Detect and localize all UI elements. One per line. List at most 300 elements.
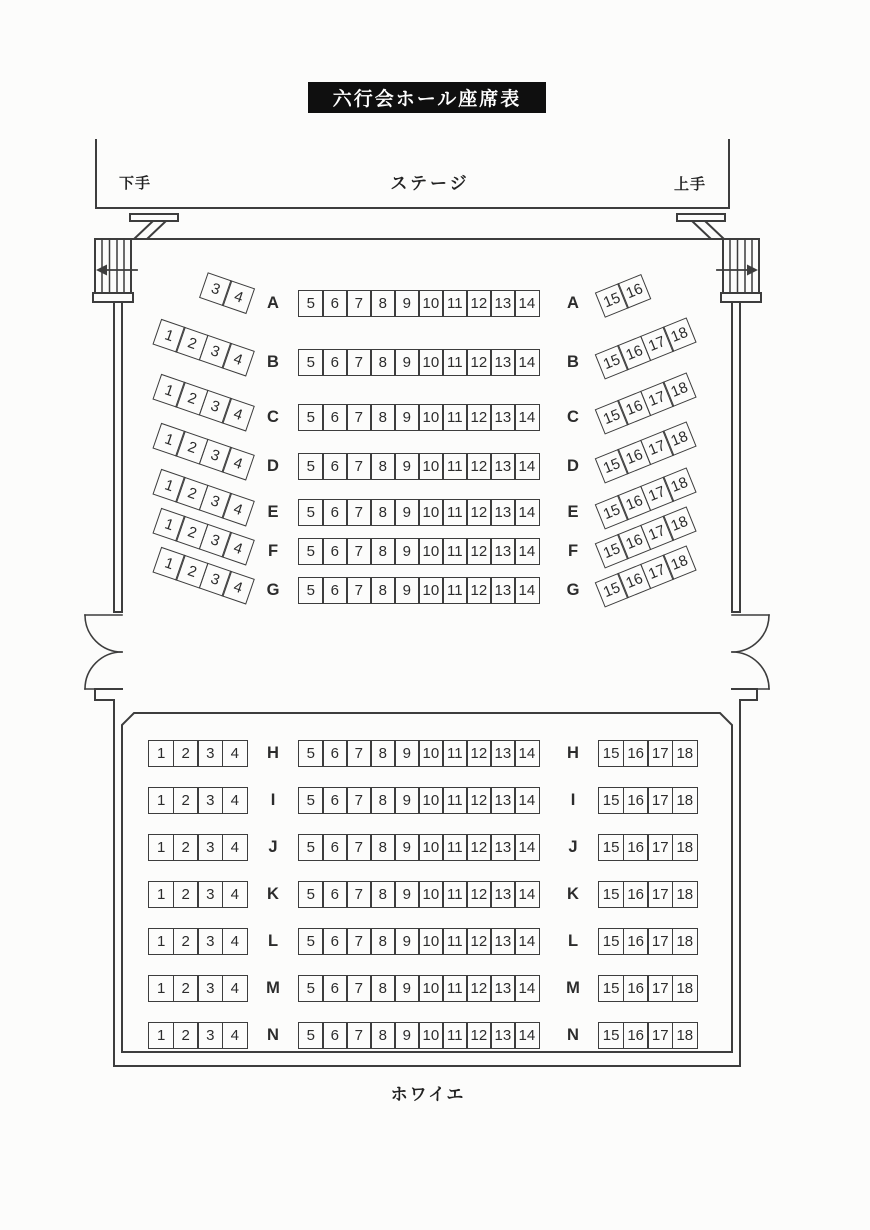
seat: 2 [175, 554, 208, 588]
seat: 8 [370, 538, 396, 565]
seat-block-left [148, 787, 253, 814]
seat: 16 [623, 787, 649, 814]
seat: 1 [152, 546, 185, 580]
row-letter: D [267, 456, 279, 475]
seat: 15 [598, 787, 624, 814]
seat: 1 [152, 507, 185, 541]
seat: 8 [370, 499, 396, 526]
seat-block-center [298, 577, 555, 604]
seat: 5 [298, 577, 324, 604]
seat: 5 [298, 740, 324, 767]
seat: 16 [617, 485, 651, 520]
seat: 3 [197, 1022, 223, 1049]
seat: 14 [514, 349, 540, 376]
seat: 15 [595, 448, 629, 483]
seat: 3 [198, 438, 231, 472]
seat: 7 [346, 881, 372, 908]
seat: 9 [394, 1022, 420, 1049]
seat: 17 [640, 476, 674, 511]
row-letter: G [266, 580, 280, 599]
seat: 2 [173, 834, 199, 861]
seat-block-right-tilted [595, 315, 702, 379]
seat: 14 [514, 787, 540, 814]
seat: 11 [442, 290, 468, 317]
seat-block-center [298, 928, 555, 955]
row-letter: K [267, 884, 279, 903]
seat: 11 [442, 881, 468, 908]
seat: 14 [514, 834, 540, 861]
seat-block-left [148, 975, 253, 1002]
seat: 15 [595, 344, 629, 379]
seat: 13 [490, 975, 516, 1002]
seat: 5 [298, 1022, 324, 1049]
seat: 13 [490, 404, 516, 431]
seat: 5 [298, 834, 324, 861]
seat: 14 [514, 290, 540, 317]
seat: 18 [672, 740, 698, 767]
row-letter: E [567, 502, 579, 521]
seat-block-right [598, 975, 703, 1002]
seat: 7 [346, 975, 372, 1002]
row-letter: F [267, 541, 279, 560]
seat: 12 [466, 499, 492, 526]
seat: 18 [672, 1022, 698, 1049]
row-letter: B [567, 352, 579, 371]
seat-block-center [298, 453, 555, 480]
seat: 9 [394, 577, 420, 604]
seat: 14 [514, 404, 540, 431]
seat: 4 [221, 492, 254, 526]
seat: 2 [173, 1022, 199, 1049]
seat: 8 [370, 740, 396, 767]
seat: 14 [514, 577, 540, 604]
seat: 15 [598, 740, 624, 767]
seat: 4 [222, 881, 248, 908]
seat: 12 [466, 577, 492, 604]
seat: 18 [662, 506, 696, 541]
seat: 3 [198, 484, 231, 518]
seat: 15 [598, 975, 624, 1002]
row-letter: I [270, 790, 276, 809]
seat: 8 [370, 290, 396, 317]
seat: 5 [298, 349, 324, 376]
row-letter: C [267, 407, 279, 426]
seat: 1 [148, 1022, 174, 1049]
seat: 17 [640, 554, 674, 589]
seat: 16 [623, 740, 649, 767]
seat: 18 [662, 467, 696, 502]
seat: 14 [514, 499, 540, 526]
seat: 16 [623, 881, 649, 908]
seat-block-left [148, 740, 253, 767]
row-letter: M [266, 978, 280, 997]
seat: 17 [640, 515, 674, 550]
seat-block-center [298, 975, 555, 1002]
seat-block-center [298, 290, 555, 317]
seat: 4 [222, 834, 248, 861]
foyer-label: ホワイエ [390, 1084, 466, 1104]
seat: 8 [370, 834, 396, 861]
row-letter: F [567, 541, 579, 560]
seat: 17 [647, 1022, 673, 1049]
seat: 3 [199, 272, 232, 306]
seat: 18 [672, 975, 698, 1002]
row-letter: J [568, 837, 578, 856]
seat: 15 [595, 399, 629, 434]
seat: 10 [418, 577, 444, 604]
seat: 1 [148, 787, 174, 814]
seat: 17 [647, 928, 673, 955]
row-letter: H [567, 743, 579, 762]
seat-block-center [298, 538, 555, 565]
seat-block-center [298, 1022, 555, 1049]
seat: 11 [442, 349, 468, 376]
seat: 6 [322, 834, 348, 861]
seat: 10 [418, 928, 444, 955]
seat: 6 [322, 787, 348, 814]
seat: 11 [442, 404, 468, 431]
seat: 15 [595, 282, 629, 317]
seat: 15 [598, 1022, 624, 1049]
seat: 10 [418, 975, 444, 1002]
seat: 9 [394, 290, 420, 317]
seat: 4 [222, 1022, 248, 1049]
seat: 17 [647, 740, 673, 767]
seat: 5 [298, 290, 324, 317]
seat: 16 [617, 273, 651, 308]
seat: 11 [442, 787, 468, 814]
seat: 7 [346, 1022, 372, 1049]
seat: 9 [394, 834, 420, 861]
seat: 3 [198, 523, 231, 557]
seat: 13 [490, 881, 516, 908]
seat: 9 [394, 538, 420, 565]
seat: 13 [490, 577, 516, 604]
row-letter: C [567, 407, 579, 426]
seat: 12 [466, 453, 492, 480]
row-letter: D [567, 456, 579, 475]
seat: 13 [490, 453, 516, 480]
seat: 12 [466, 290, 492, 317]
seat-block-right-tilted [595, 273, 653, 318]
seat-block-left-tilted [152, 318, 259, 377]
row-letter: G [566, 580, 580, 599]
seat: 8 [370, 404, 396, 431]
seat-block-center [298, 834, 555, 861]
seat: 5 [298, 787, 324, 814]
seat: 16 [617, 439, 651, 474]
seat: 7 [346, 499, 372, 526]
row-letter: J [268, 837, 278, 856]
seat: 7 [346, 834, 372, 861]
seat: 12 [466, 1022, 492, 1049]
seat: 13 [490, 290, 516, 317]
seat: 17 [640, 430, 674, 465]
seat: 10 [418, 499, 444, 526]
seat: 10 [418, 538, 444, 565]
seat: 5 [298, 499, 324, 526]
seat: 14 [514, 1022, 540, 1049]
seat: 6 [322, 499, 348, 526]
seat-block-right [598, 928, 703, 955]
seat: 1 [148, 975, 174, 1002]
seat: 14 [514, 881, 540, 908]
seat: 4 [222, 280, 255, 314]
seat: 12 [466, 975, 492, 1002]
seat: 4 [221, 570, 254, 604]
seat: 4 [222, 740, 248, 767]
seat: 2 [175, 515, 208, 549]
seat-block-left [148, 834, 253, 861]
seat: 18 [672, 881, 698, 908]
seat: 10 [418, 740, 444, 767]
row-letter: B [267, 352, 279, 371]
seat: 5 [298, 453, 324, 480]
seat: 6 [322, 538, 348, 565]
seat: 8 [370, 787, 396, 814]
stage-right-label: 上手 [673, 175, 706, 193]
seat: 5 [298, 881, 324, 908]
seat: 3 [197, 787, 223, 814]
row-letter: A [567, 293, 579, 312]
seat: 14 [514, 975, 540, 1002]
seat: 10 [418, 1022, 444, 1049]
seat: 16 [623, 928, 649, 955]
seat: 10 [418, 404, 444, 431]
seat: 13 [490, 834, 516, 861]
seat: 2 [175, 326, 208, 360]
seat: 3 [197, 881, 223, 908]
seat: 2 [173, 928, 199, 955]
seat: 11 [442, 740, 468, 767]
seat-block-center [298, 787, 555, 814]
seat: 2 [173, 740, 199, 767]
seat: 14 [514, 538, 540, 565]
seat: 2 [173, 975, 199, 1002]
seat: 7 [346, 787, 372, 814]
seat: 4 [221, 342, 254, 376]
seat: 18 [662, 545, 696, 580]
seat: 8 [370, 1022, 396, 1049]
seat: 18 [662, 317, 696, 352]
seat: 17 [640, 326, 674, 361]
seat: 14 [514, 740, 540, 767]
seat: 6 [322, 881, 348, 908]
seat: 14 [514, 453, 540, 480]
seat: 18 [672, 834, 698, 861]
stage-left-label: 下手 [118, 174, 151, 192]
row-letter: E [267, 502, 279, 521]
seat: 15 [595, 494, 629, 529]
seat-block-center [298, 881, 555, 908]
seat: 3 [197, 834, 223, 861]
seat: 5 [298, 538, 324, 565]
seat: 7 [346, 404, 372, 431]
seat: 11 [442, 834, 468, 861]
seat: 17 [647, 787, 673, 814]
seat: 5 [298, 928, 324, 955]
seat: 12 [466, 740, 492, 767]
seat: 12 [466, 404, 492, 431]
seat: 11 [442, 975, 468, 1002]
seat: 9 [394, 499, 420, 526]
seat: 6 [322, 290, 348, 317]
seat: 10 [418, 787, 444, 814]
row-letter: A [267, 293, 279, 312]
seat: 7 [346, 349, 372, 376]
seat: 1 [148, 834, 174, 861]
seat-block-right [598, 881, 703, 908]
seat: 13 [490, 787, 516, 814]
seat: 13 [490, 1022, 516, 1049]
seat: 11 [442, 1022, 468, 1049]
seat: 6 [322, 453, 348, 480]
seat: 9 [394, 453, 420, 480]
seat: 2 [175, 381, 208, 415]
seat: 10 [418, 453, 444, 480]
seat: 3 [197, 928, 223, 955]
seat-block-right [598, 740, 703, 767]
seat: 12 [466, 881, 492, 908]
seat: 3 [198, 334, 231, 368]
seat: 9 [394, 881, 420, 908]
seat-block-left-tilted [152, 373, 259, 432]
seat: 12 [466, 787, 492, 814]
seat: 1 [148, 740, 174, 767]
seat: 16 [617, 335, 651, 370]
seat: 8 [370, 349, 396, 376]
seat: 17 [647, 834, 673, 861]
seat-block-center [298, 740, 555, 767]
seat: 4 [221, 446, 254, 480]
seat: 11 [442, 577, 468, 604]
page-title: 六行会ホール座席表 [332, 89, 522, 110]
seat: 16 [617, 390, 651, 425]
seat: 4 [221, 531, 254, 565]
seat: 15 [595, 533, 629, 568]
seat-block-left [148, 1022, 253, 1049]
seat: 4 [222, 928, 248, 955]
row-letter: N [567, 1025, 579, 1044]
seat: 7 [346, 290, 372, 317]
row-letter: M [566, 978, 580, 997]
row-letter: I [570, 790, 576, 809]
seat: 6 [322, 349, 348, 376]
seat: 17 [640, 381, 674, 416]
seat: 6 [322, 740, 348, 767]
row-letter: L [267, 931, 279, 950]
seat: 7 [346, 740, 372, 767]
seat: 9 [394, 404, 420, 431]
seat-block-right [598, 787, 703, 814]
seat: 2 [175, 476, 208, 510]
seat: 16 [623, 1022, 649, 1049]
seat: 10 [418, 290, 444, 317]
seat: 18 [672, 928, 698, 955]
seat: 7 [346, 453, 372, 480]
seat: 17 [647, 881, 673, 908]
seat: 2 [175, 430, 208, 464]
seat: 10 [418, 881, 444, 908]
seat: 8 [370, 881, 396, 908]
seat: 1 [148, 928, 174, 955]
seat: 5 [298, 975, 324, 1002]
seat: 16 [617, 524, 651, 559]
seat: 12 [466, 928, 492, 955]
seat: 3 [197, 975, 223, 1002]
seat-block-right [598, 834, 703, 861]
seat: 13 [490, 499, 516, 526]
seat: 1 [152, 318, 185, 352]
seat-block-left [148, 881, 253, 908]
seat: 6 [322, 577, 348, 604]
row-letter: L [567, 931, 579, 950]
seat: 13 [490, 740, 516, 767]
seat: 12 [466, 349, 492, 376]
seat: 3 [198, 389, 231, 423]
seat: 7 [346, 928, 372, 955]
seat: 16 [617, 563, 651, 598]
seat: 1 [152, 373, 185, 407]
seat: 11 [442, 538, 468, 565]
seat-block-left [148, 928, 253, 955]
seat-block-left-tilted [199, 272, 257, 314]
seat: 14 [514, 928, 540, 955]
seat: 5 [298, 404, 324, 431]
seat-block-center [298, 404, 555, 431]
seat: 18 [672, 787, 698, 814]
seat: 15 [598, 881, 624, 908]
seat: 6 [322, 404, 348, 431]
seat: 13 [490, 928, 516, 955]
seat: 9 [394, 740, 420, 767]
seat-block-right [598, 1022, 703, 1049]
seat: 8 [370, 975, 396, 1002]
row-letter: H [267, 743, 279, 762]
seat: 16 [623, 834, 649, 861]
seat: 11 [442, 453, 468, 480]
seat: 9 [394, 349, 420, 376]
seat: 7 [346, 538, 372, 565]
seat: 10 [418, 349, 444, 376]
seat: 3 [197, 740, 223, 767]
seat: 4 [222, 787, 248, 814]
seat: 12 [466, 834, 492, 861]
seat: 6 [322, 1022, 348, 1049]
seat: 1 [152, 468, 185, 502]
seat: 10 [418, 834, 444, 861]
seat: 4 [221, 397, 254, 431]
seat: 17 [647, 975, 673, 1002]
seat: 8 [370, 928, 396, 955]
seat: 6 [322, 975, 348, 1002]
row-letter: N [267, 1025, 279, 1044]
seat-block-center [298, 349, 555, 376]
seat: 2 [173, 787, 199, 814]
seat: 12 [466, 538, 492, 565]
seat: 15 [598, 928, 624, 955]
seat: 15 [595, 572, 629, 607]
seat: 8 [370, 453, 396, 480]
seat: 1 [152, 422, 185, 456]
seat: 15 [598, 834, 624, 861]
seat: 11 [442, 928, 468, 955]
seat: 9 [394, 975, 420, 1002]
seat: 4 [222, 975, 248, 1002]
seat: 18 [662, 372, 696, 407]
seat: 18 [662, 421, 696, 456]
seat: 6 [322, 928, 348, 955]
